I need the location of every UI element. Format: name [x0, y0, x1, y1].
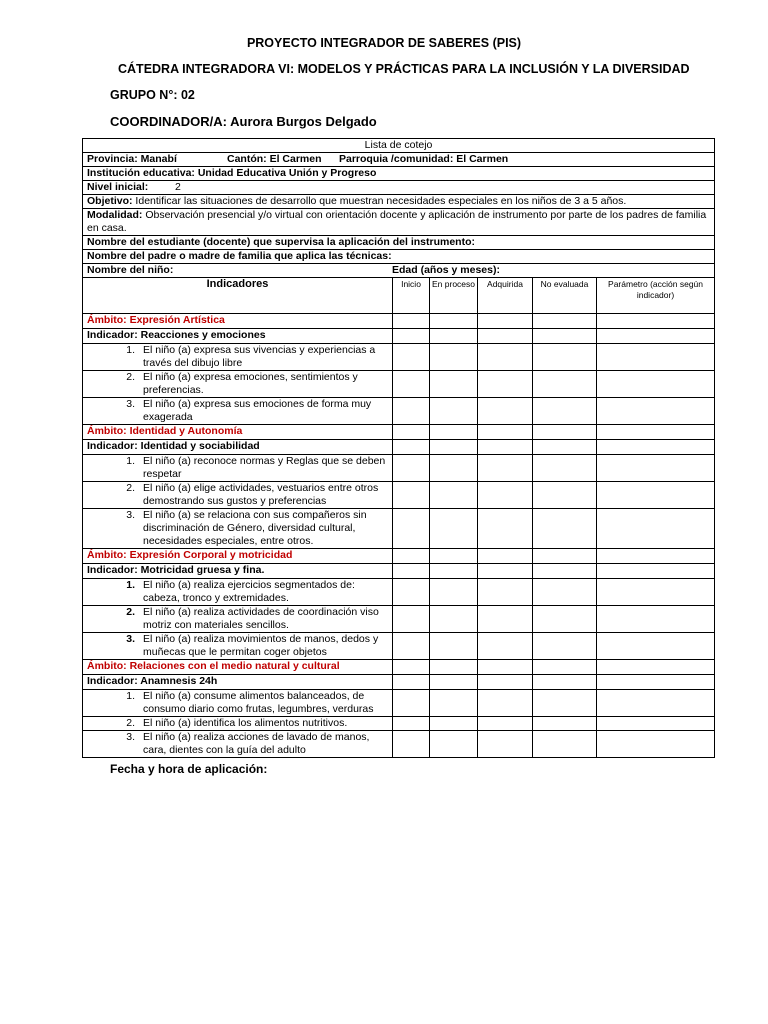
estudiante-row — [83, 236, 715, 250]
no-evaluada-cell[interactable] — [533, 633, 597, 660]
inicio-cell[interactable] — [393, 606, 430, 633]
lista-title: Lista de cotejo — [83, 139, 715, 153]
adquirida-cell[interactable] — [478, 509, 533, 549]
ambito-row — [83, 549, 715, 564]
parametro-cell[interactable] — [597, 344, 715, 371]
ambito-label: Ámbito: Identidad y Autonomía — [83, 425, 393, 440]
table-row — [83, 606, 715, 633]
nino-cell — [83, 264, 715, 278]
list-item — [87, 633, 388, 659]
parametro-cell[interactable] — [597, 717, 715, 731]
inicio-cell[interactable] — [393, 731, 430, 758]
item-text: El niño (a) consume alimentos balanceados, de consumo diario como frutas, legumbres, verduras — [143, 690, 374, 715]
inicio-cell[interactable] — [393, 398, 430, 425]
no-evaluada-cell[interactable] — [533, 440, 597, 455]
indicador-row — [83, 675, 715, 690]
no-evaluada-cell[interactable] — [533, 690, 597, 717]
item-text: El niño (a) elige actividades, vestuarios entre otros demostrando sus gustos y preferencias — [143, 482, 379, 507]
no-evaluada-cell[interactable] — [533, 549, 597, 564]
adquirida-cell[interactable] — [478, 579, 533, 606]
table-row — [83, 731, 715, 758]
en-proceso-cell[interactable] — [430, 440, 478, 455]
item-text: El niño (a) realiza ejercicios segmentados de: cabeza, tronco y extremidades. — [143, 579, 355, 604]
document-title: PROYECTO INTEGRADOR DE SABERES (PIS) — [246, 36, 522, 50]
objetivo-cell — [83, 195, 715, 209]
no-evaluada-header: No evaluada — [533, 278, 597, 314]
adquirida-cell[interactable] — [478, 675, 533, 690]
adquirida-cell[interactable] — [478, 344, 533, 371]
inicio-cell[interactable] — [393, 371, 430, 398]
table-row — [83, 371, 715, 398]
parametro-cell[interactable] — [597, 549, 715, 564]
en-proceso-cell[interactable] — [430, 329, 478, 344]
item-text: El niño (a) realiza movimientos de manos, dedos y muñecas que le permitan coger objetos — [143, 633, 379, 658]
adquirida-cell[interactable] — [478, 633, 533, 660]
column-header-row — [83, 278, 715, 314]
item-number: 1. — [126, 579, 135, 591]
coordinador-heading: COORDINADOR/A: Aurora Burgos Delgado — [110, 114, 377, 129]
item-text: El niño (a) se relaciona con sus compañeros sin discriminación de Género, diversidad cultural, necesidades especiales, entre otros. — [143, 509, 367, 547]
item-cell — [83, 371, 393, 398]
table-row — [83, 509, 715, 549]
item-cell — [83, 344, 393, 371]
indicadores-header: Indicadores — [83, 278, 393, 314]
parametro-cell[interactable] — [597, 440, 715, 455]
item-number: 2. — [126, 606, 135, 618]
table-row — [83, 482, 715, 509]
location-cell — [83, 153, 715, 167]
adquirida-cell[interactable] — [478, 660, 533, 675]
item-text: El niño (a) expresa sus emociones de forma muy exagerada — [143, 398, 372, 423]
item-cell — [83, 717, 393, 731]
item-text: El niño (a) identifica los alimentos nutritivos. — [143, 717, 348, 729]
adquirida-cell[interactable] — [478, 425, 533, 440]
inicio-cell[interactable] — [393, 314, 430, 329]
parametro-cell[interactable] — [597, 633, 715, 660]
adquirida-cell[interactable] — [478, 398, 533, 425]
institucion-field: Institución educativa: Unidad Educativa Unión y Progreso — [83, 167, 715, 181]
parametro-cell[interactable] — [597, 314, 715, 329]
item-number: 3. — [126, 398, 135, 410]
nino-label: Nombre del niño: — [87, 264, 174, 276]
padre-row — [83, 250, 715, 264]
list-item — [87, 690, 388, 716]
parametro-cell[interactable] — [597, 564, 715, 579]
no-evaluada-cell[interactable] — [533, 731, 597, 758]
item-cell — [83, 398, 393, 425]
inicio-cell[interactable] — [393, 717, 430, 731]
modalidad-row — [83, 209, 715, 236]
parametro-cell[interactable] — [597, 329, 715, 344]
parametro-cell[interactable] — [597, 731, 715, 758]
item-number: 3. — [126, 633, 135, 645]
en-proceso-cell[interactable] — [430, 690, 478, 717]
table-row — [83, 344, 715, 371]
indicador-row — [83, 440, 715, 455]
en-proceso-cell[interactable] — [430, 675, 478, 690]
institucion-row — [83, 167, 715, 181]
no-evaluada-cell[interactable] — [533, 579, 597, 606]
en-proceso-cell[interactable] — [430, 564, 478, 579]
adquirida-cell[interactable] — [478, 549, 533, 564]
item-text: El niño (a) expresa emociones, sentimientos y preferencias. — [143, 371, 358, 396]
ambito-row — [83, 660, 715, 675]
indicador-label: Indicador: Reacciones y emociones — [83, 329, 393, 344]
inicio-cell[interactable] — [393, 690, 430, 717]
item-number: 3. — [126, 509, 135, 521]
padre-field: Nombre del padre o madre de familia que aplica las técnicas: — [83, 250, 715, 264]
objetivo-label: Objetivo: — [87, 195, 133, 207]
no-evaluada-cell[interactable] — [533, 564, 597, 579]
parametro-cell[interactable] — [597, 690, 715, 717]
no-evaluada-cell[interactable] — [533, 398, 597, 425]
en-proceso-cell[interactable] — [430, 425, 478, 440]
table-row — [83, 455, 715, 482]
inicio-cell[interactable] — [393, 579, 430, 606]
no-evaluada-cell[interactable] — [533, 344, 597, 371]
adquirida-cell[interactable] — [478, 606, 533, 633]
parametro-header: Parámetro (acción según indicador) — [597, 278, 715, 314]
catedra-heading: CÁTEDRA INTEGRADORA VI: MODELOS Y PRÁCTICAS PARA LA INCLUSIÓN Y LA DIVERSIDAD — [118, 62, 690, 76]
parametro-cell[interactable] — [597, 398, 715, 425]
provincia-field: Provincia: Manabí — [87, 153, 177, 165]
no-evaluada-cell[interactable] — [533, 660, 597, 675]
en-proceso-cell[interactable] — [430, 549, 478, 564]
adquirida-cell[interactable] — [478, 731, 533, 758]
item-text: El niño (a) realiza acciones de lavado de manos, cara, dientes con la guía del adulto — [143, 731, 370, 756]
en-proceso-cell[interactable] — [430, 314, 478, 329]
item-cell — [83, 482, 393, 509]
indicador-label: Indicador: Motricidad gruesa y fina. — [83, 564, 393, 579]
parametro-cell[interactable] — [597, 509, 715, 549]
parametro-cell[interactable] — [597, 675, 715, 690]
indicador-label: Indicador: Identidad y sociabilidad — [83, 440, 393, 455]
inicio-cell[interactable] — [393, 509, 430, 549]
adquirida-cell[interactable] — [478, 482, 533, 509]
no-evaluada-cell[interactable] — [533, 371, 597, 398]
item-number: 2. — [126, 482, 135, 494]
item-cell — [83, 690, 393, 717]
indicador-row — [83, 329, 715, 344]
ambito-label: Ámbito: Expresión Corporal y motricidad — [83, 549, 393, 564]
table-row — [83, 633, 715, 660]
list-item — [87, 398, 388, 424]
canton-field: Cantón: El Carmen — [227, 153, 322, 165]
table-row — [83, 398, 715, 425]
ambito-label: Ámbito: Expresión Artística — [83, 314, 393, 329]
adquirida-cell[interactable] — [478, 371, 533, 398]
list-item — [87, 579, 388, 605]
item-text: El niño (a) reconoce normas y Reglas que se deben respetar — [143, 455, 386, 480]
list-item — [87, 455, 388, 481]
parametro-cell[interactable] — [597, 660, 715, 675]
modalidad-label: Modalidad: — [87, 209, 143, 221]
parametro-cell[interactable] — [597, 482, 715, 509]
en-proceso-cell[interactable] — [430, 660, 478, 675]
modalidad-cell — [83, 209, 715, 236]
ambito-label: Ámbito: Relaciones con el medio natural y cultural — [83, 660, 393, 675]
list-item — [87, 344, 388, 370]
list-item — [87, 717, 388, 730]
en-proceso-cell[interactable] — [430, 606, 478, 633]
adquirida-header: Adquirida — [478, 278, 533, 314]
adquirida-cell[interactable] — [478, 455, 533, 482]
en-proceso-cell[interactable] — [430, 717, 478, 731]
inicio-header: Inicio — [393, 278, 430, 314]
en-proceso-cell[interactable] — [430, 509, 478, 549]
list-item — [87, 371, 388, 397]
en-proceso-cell[interactable] — [430, 344, 478, 371]
location-row — [83, 153, 715, 167]
nino-row — [83, 264, 715, 278]
adquirida-cell[interactable] — [478, 440, 533, 455]
item-cell — [83, 579, 393, 606]
parametro-cell[interactable] — [597, 579, 715, 606]
checklist-table — [82, 138, 715, 758]
fecha-aplicacion: Fecha y hora de aplicación: — [110, 762, 268, 776]
item-cell — [83, 731, 393, 758]
table-row — [83, 717, 715, 731]
en-proceso-cell[interactable] — [430, 633, 478, 660]
en-proceso-cell[interactable] — [430, 482, 478, 509]
item-cell — [83, 633, 393, 660]
item-text: El niño (a) expresa sus vivencias y experiencias a través del dibujo libre — [143, 344, 376, 369]
no-evaluada-cell[interactable] — [533, 509, 597, 549]
item-number: 1. — [126, 455, 135, 467]
item-cell — [83, 606, 393, 633]
modalidad-text: Observación presencial y/o virtual con orientación docente y aplicación de instrumento por parte de los padres de familia en casa. — [87, 209, 707, 234]
inicio-cell[interactable] — [393, 675, 430, 690]
item-number: 1. — [126, 690, 135, 702]
no-evaluada-cell[interactable] — [533, 314, 597, 329]
en-proceso-cell[interactable] — [430, 371, 478, 398]
objetivo-text: Identificar las situaciones de desarrollo que muestran necesidades especiales en los niños de 3 a 5 años. — [132, 195, 627, 207]
objetivo-row — [83, 195, 715, 209]
edad-label: Edad (años y meses): — [392, 264, 500, 276]
inicio-cell[interactable] — [393, 425, 430, 440]
indicador-label: Indicador: Anamnesis 24h — [83, 675, 393, 690]
ambito-row — [83, 314, 715, 329]
item-text: El niño (a) realiza actividades de coordinación viso motriz con materiales sencillos. — [143, 606, 379, 631]
adquirida-cell[interactable] — [478, 314, 533, 329]
estudiante-field: Nombre del estudiante (docente) que supervisa la aplicación del instrumento: — [83, 236, 715, 250]
inicio-cell[interactable] — [393, 564, 430, 579]
list-item — [87, 509, 388, 548]
indicador-row — [83, 564, 715, 579]
no-evaluada-cell[interactable] — [533, 675, 597, 690]
no-evaluada-cell[interactable] — [533, 606, 597, 633]
no-evaluada-cell[interactable] — [533, 329, 597, 344]
en-proceso-cell[interactable] — [430, 455, 478, 482]
inicio-cell[interactable] — [393, 344, 430, 371]
no-evaluada-cell[interactable] — [533, 482, 597, 509]
en-proceso-cell[interactable] — [430, 398, 478, 425]
no-evaluada-cell[interactable] — [533, 717, 597, 731]
adquirida-cell[interactable] — [478, 329, 533, 344]
inicio-cell[interactable] — [393, 549, 430, 564]
no-evaluada-cell[interactable] — [533, 425, 597, 440]
parametro-cell[interactable] — [597, 371, 715, 398]
item-number: 2. — [126, 371, 135, 383]
nivel-label: Nivel inicial: — [87, 181, 149, 193]
inicio-cell[interactable] — [393, 440, 430, 455]
item-number: 2. — [126, 717, 135, 729]
item-cell — [83, 455, 393, 482]
parametro-cell[interactable] — [597, 606, 715, 633]
grupo-heading: GRUPO N°: 02 — [110, 88, 195, 102]
adquirida-cell[interactable] — [478, 690, 533, 717]
list-item — [87, 731, 388, 757]
item-number: 3. — [126, 731, 135, 743]
en-proceso-cell[interactable] — [430, 579, 478, 606]
parametro-cell[interactable] — [597, 455, 715, 482]
table-row — [83, 690, 715, 717]
list-item — [87, 482, 388, 508]
adquirida-cell[interactable] — [478, 717, 533, 731]
no-evaluada-cell[interactable] — [533, 455, 597, 482]
ambito-row — [83, 425, 715, 440]
inicio-cell[interactable] — [393, 329, 430, 344]
parroquia-field: Parroquia /comunidad: El Carmen — [339, 153, 509, 165]
inicio-cell[interactable] — [393, 660, 430, 675]
en-proceso-cell[interactable] — [430, 731, 478, 758]
inicio-cell[interactable] — [393, 455, 430, 482]
inicio-cell[interactable] — [393, 633, 430, 660]
inicio-cell[interactable] — [393, 482, 430, 509]
nivel-value: 2 — [175, 181, 181, 193]
adquirida-cell[interactable] — [478, 564, 533, 579]
list-item — [87, 606, 388, 632]
item-cell — [83, 509, 393, 549]
nivel-cell — [83, 181, 715, 195]
parametro-cell[interactable] — [597, 425, 715, 440]
nivel-row — [83, 181, 715, 195]
en-proceso-header: En proceso — [430, 278, 478, 314]
table-row — [83, 579, 715, 606]
item-number: 1. — [126, 344, 135, 356]
lista-row — [83, 139, 715, 153]
